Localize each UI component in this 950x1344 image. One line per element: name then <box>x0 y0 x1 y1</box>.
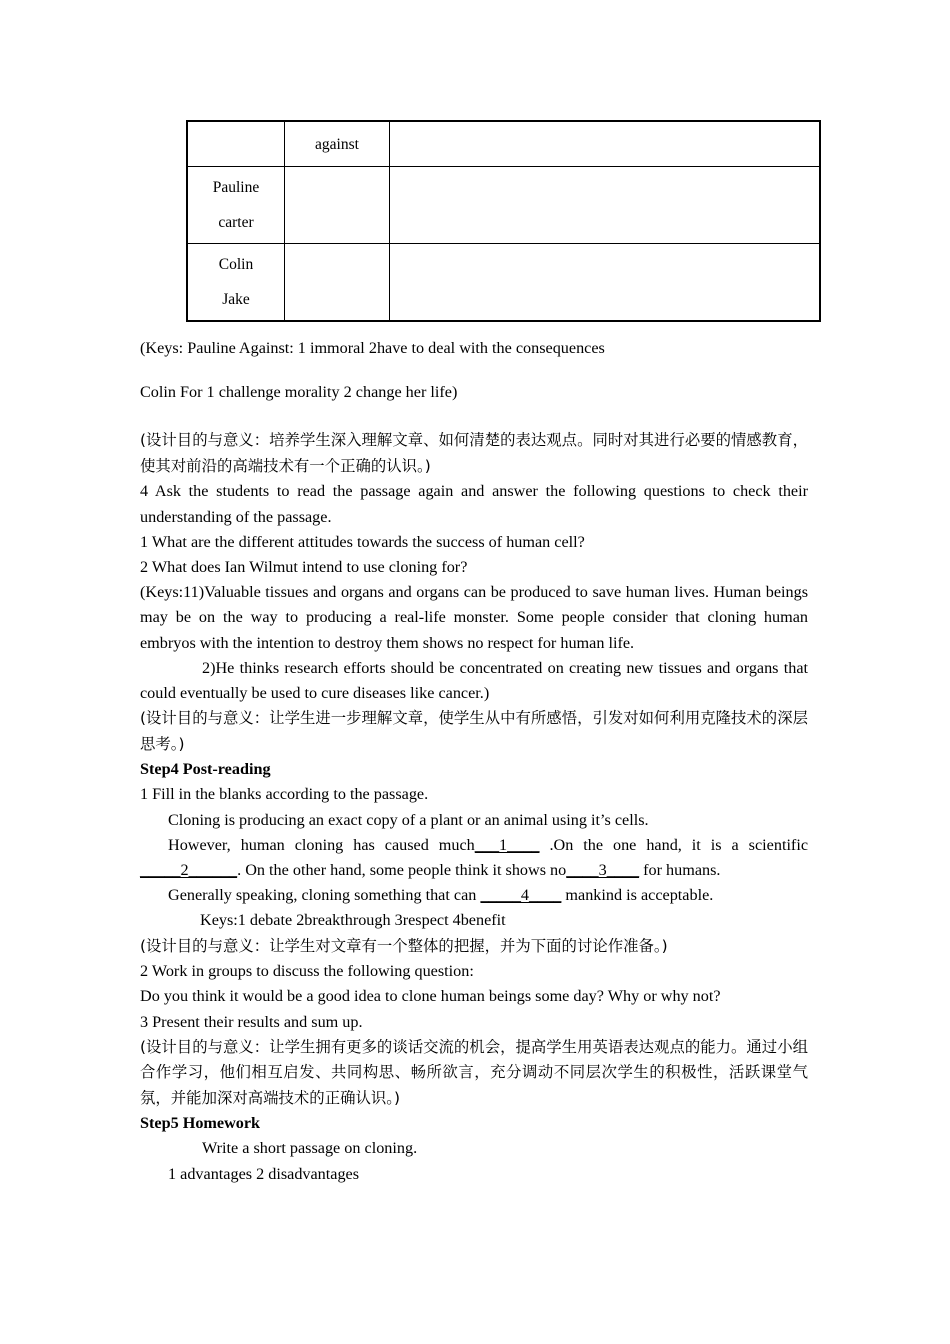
table-row <box>187 244 820 322</box>
comprehension-question-2: 2 What does Ian Wilmut intend to use cloning for? <box>140 558 468 577</box>
cloze-text-post: . On the other hand, some people think it shows no <box>237 861 567 880</box>
table-cell-pauline-against <box>285 167 390 244</box>
keys-colin-line: Colin For 1 challenge morality 2 change her life) <box>140 383 458 402</box>
keys-pauline-line: (Keys: Pauline Against: 1 immoral 2have to deal with the consequences <box>140 339 605 357</box>
discussion-question: Do you think it would be a good idea to clone human beings some day? Why or why not? <box>140 987 721 1006</box>
step3-item-4: 4 Ask the students to read the passage again and answer the following questions to check their understanding of the passage. <box>140 482 808 526</box>
step4-heading: Step4 Post-reading <box>140 760 271 779</box>
step5-heading: Step5 Homework <box>140 1114 261 1133</box>
cloze-paragraph-1 <box>140 833 808 883</box>
table-cell-pauline-carter <box>187 167 285 244</box>
cloze-answer-keys: Keys:1 debate 2breakthrough 3respect 4benefit <box>200 911 506 930</box>
spacer <box>140 322 808 336</box>
design-note-1: (设计目的与意义：培养学生深入理解文章、如何清楚的表达观点。同时对其进行必要的情感教育，使其对前沿的高端技术有一个正确的认识。) <box>140 431 808 475</box>
document-body <box>140 120 808 1187</box>
cloze-paragraph-2 <box>140 883 808 908</box>
keys-answer-2: 2)He thinks research efforts should be concentrated on creating new tissues and organs that could eventually be used to cure diseases like cancer.) <box>140 658 808 703</box>
cloze-text-pre-2: Generally speaking, cloning something that can <box>168 886 481 905</box>
spacer <box>140 405 808 428</box>
spacer <box>140 361 808 380</box>
step4-item-2: 2 Work in groups to discuss the following question: <box>140 962 474 981</box>
cloning-definition: Cloning is producing an exact copy of a plant or an animal using it’s cells. <box>168 810 649 829</box>
table-cell-line: carter <box>218 214 254 231</box>
table-cell-pauline-reasons <box>390 167 821 244</box>
step4-item-3: 3 Present their results and sum up. <box>140 1012 363 1031</box>
design-note-3: (设计目的与意义：让学生对文章有一个整体的把握，并为下面的讨论作准备。) <box>140 936 668 955</box>
table-cell-line: Colin <box>218 256 254 273</box>
table-cell-empty-header-left <box>187 121 285 167</box>
table-cell-line: Jake <box>222 291 250 308</box>
cloze-blank-1[interactable]: ___1____ <box>474 835 540 854</box>
cloze-blank-4[interactable]: _____4____ <box>480 886 562 905</box>
design-note-4: (设计目的与意义：让学生拥有更多的谈话交流的机会，提高学生用英语表达观点的能力。通过小组合作学习，他们相互启发、共同构思、畅所欲言，充分调动不同层次学生的积极性，活跃课堂气氛，并能加深对高端技术的正确认识。) <box>140 1037 808 1107</box>
cloze-blank-2[interactable]: _____2______ <box>140 861 238 880</box>
table-row <box>187 121 820 167</box>
comprehension-question-1: 1 What are the different attitudes towards the success of human cell? <box>140 532 585 551</box>
table-cell-empty-header-right <box>390 121 821 167</box>
table-row <box>187 167 820 244</box>
table-cell-colin-reasons <box>390 244 821 322</box>
table-cell-against-header: against <box>285 121 390 167</box>
cloze-text-end: for humans. <box>639 861 721 880</box>
cloze-text-pre: However, human cloning has caused much <box>168 835 475 854</box>
cloze-text-post-2: mankind is acceptable. <box>561 886 714 905</box>
step4-item-1: 1 Fill in the blanks according to the passage. <box>140 785 429 804</box>
homework-items: 1 advantages 2 disadvantages <box>168 1164 360 1183</box>
keys-answer-1: (Keys:11)Valuable tissues and organs and organs can be produced to save human lives. Human beings may be on the way to producing a real-life monster. Some people consider that cloning human embryos with the intention to destroy them shows no respect for human life. <box>140 583 808 652</box>
cloze-text-mid: .On the one hand, it is a scientific <box>539 835 809 854</box>
table-cell-colin-against <box>285 244 390 322</box>
design-note-2: (设计目的与意义：让学生进一步理解文章，使学生从中有所感悟，引发对如何利用克隆技术的深层思考。) <box>140 709 808 753</box>
attitudes-table <box>186 120 821 322</box>
table-cell-line: Pauline <box>212 179 260 196</box>
table-cell-colin-jake <box>187 244 285 322</box>
cloze-blank-3[interactable]: ____3____ <box>566 861 640 880</box>
homework-task: Write a short passage on cloning. <box>202 1139 418 1158</box>
